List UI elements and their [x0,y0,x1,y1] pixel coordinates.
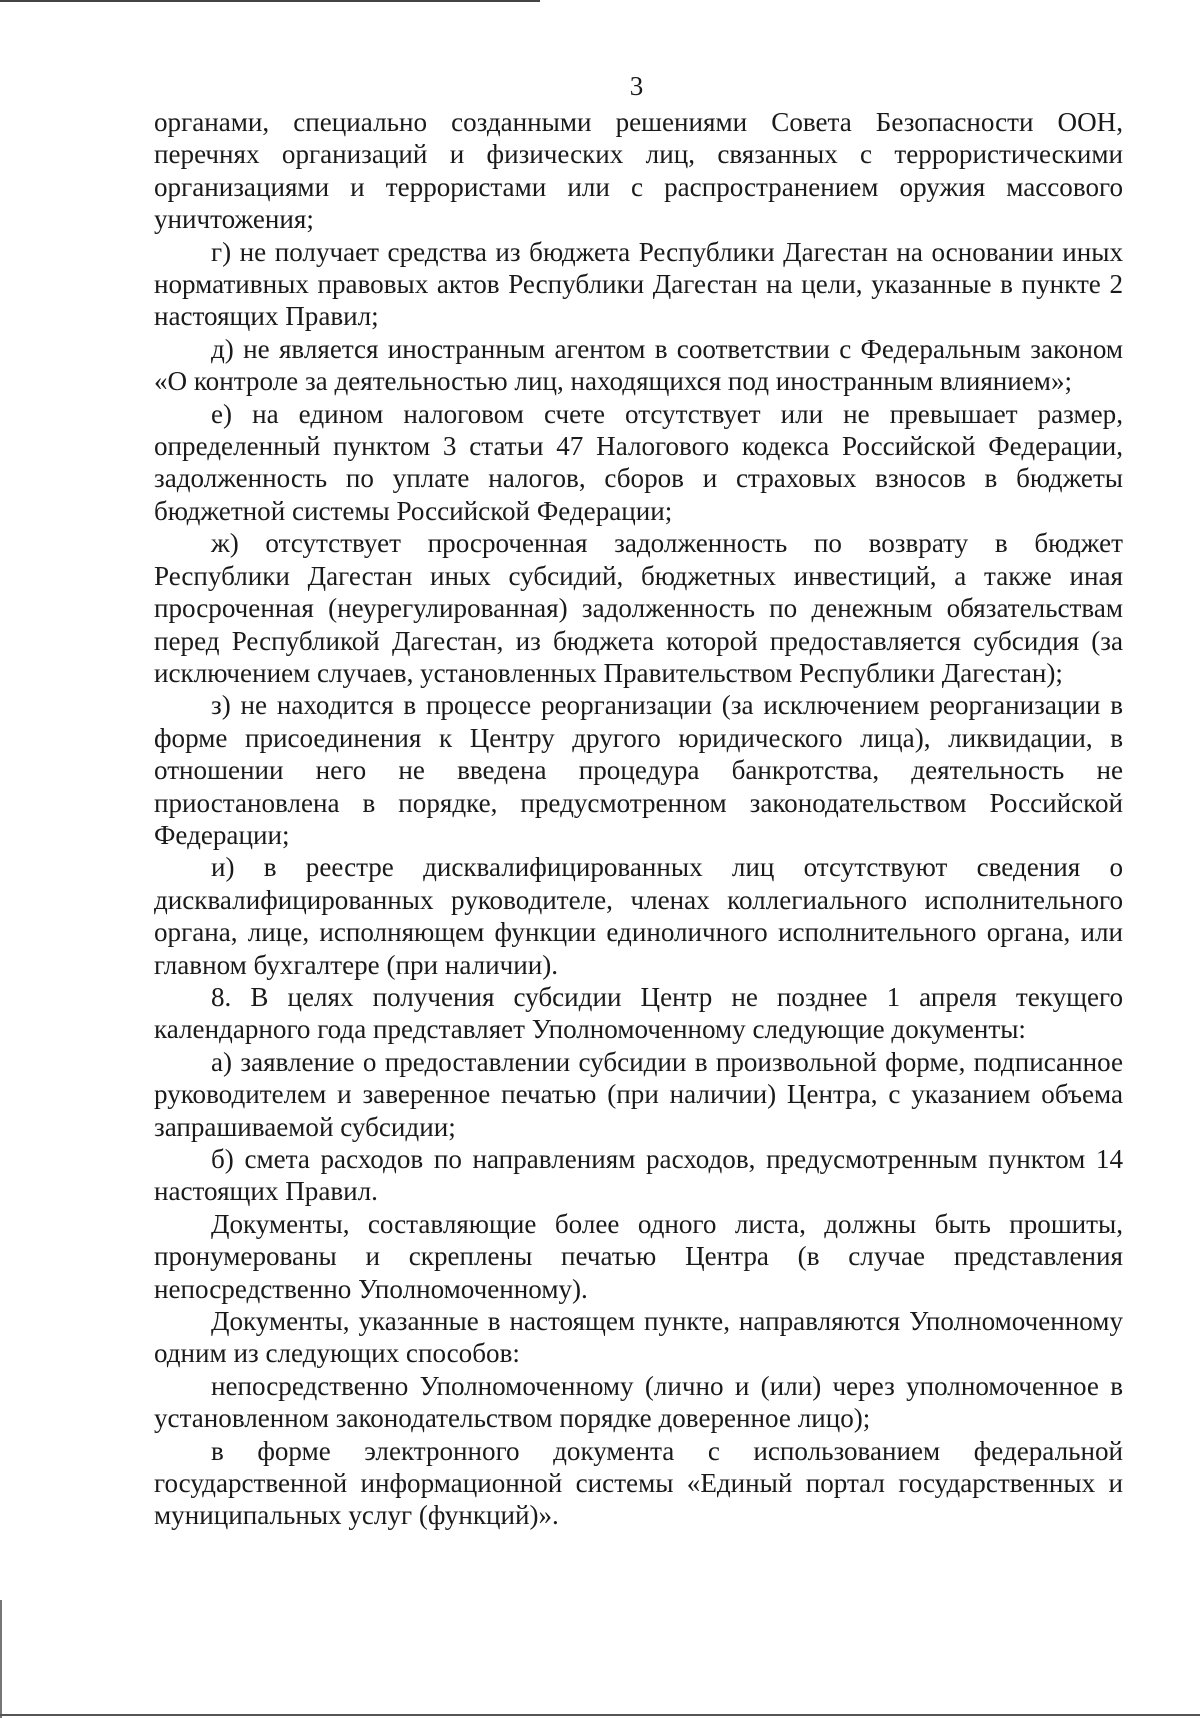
page-number: 3 [629,71,644,101]
paragraph-documents-delivery: Документы, указанные в настоящем пункте, направляются Уполномоченному одним из следующих способов: [154,1306,1123,1369]
paragraph-list-continuation: органами, специально созданными решениями Совета Безопасности ООН, перечнях организаций и физических лиц, связанных с террористическими организациями и террористами или с распространением оружия массового уничтожения; [154,107,1123,235]
paragraph-item-i: и) в реестре дисквалифицированных лиц отсутствуют сведения о дисквалифицированных руководителе, членах коллегиального исполнительного органа, лице, исполняющем функции единоличного исполнительного органа, или главном бухгалтере (при наличии). [154,852,1123,980]
scan-edge-bottom [0,1714,1200,1716]
paragraph-section-8: 8. В целях получения субсидии Центр не позднее 1 апреля текущего календарного года представляет Уполномоченному следующие документы: [154,981,1123,1045]
paragraph-item-zh: ж) отсутствует просроченная задолженность по возврату в бюджет Республики Дагестан иных субсидий, бюджетных инвестиций, а также иная просроченная (неурегулированная) задолженность по денежным обязательствам перед Республикой Дагестан, из бюджета которой предоставляется субсидия (за исключением случаев, установленных Правительством Республики Дагестан); [154,528,1123,688]
paragraph-item-a: а) заявление о предоставлении субсидии в произвольной форме, подписанное руководителем и заверенное печатью (при наличии) Центра, с указанием объема запрашиваемой субсидии; [154,1046,1123,1142]
paragraph-item-g: г) не получает средства из бюджета Республики Дагестан на основании иных нормативных правовых актов Республики Дагестан на цели, указанные в пункте 2 настоящих Правил; [154,236,1123,332]
paragraph-item-b: б) смета расходов по направлениям расходов, предусмотренным пунктом 14 настоящих Правил. [154,1144,1123,1207]
paragraph-item-e: е) на едином налоговом счете отсутствует или не превышает размер, определенный пунктом 3 статьи 47 Налогового кодекса Российской Федерации, задолженность по уплате налогов, сборов и страховых взносов в бюджеты бюджетной системы Российской Федерации; [154,398,1123,526]
document-body [154,106,1123,1532]
scan-edge-top [0,0,540,2]
scan-edge-left [0,1600,2,1718]
paragraph-documents-binding: Документы, составляющие более одного листа, должны быть прошиты, пронумерованы и скреплены печатью Центра (в случае представления непосредственно Уполномоченному). [154,1208,1123,1304]
paragraph-item-z: з) не находится в процессе реорганизации (за исключением реорганизации в форме присоединения к Центру другого юридического лица), ликвидации, в отношении него не введена процедура банкротства, деятельность не приостановлена в порядке, предусмотренном законодательством Российской Федерации; [154,690,1123,850]
paragraph-delivery-direct: непосредственно Уполномоченному (лично и (или) через уполномоченное в установленном законодательством порядке доверенное лицо); [154,1370,1123,1434]
paragraph-delivery-electronic: в форме электронного документа с использованием федеральной государственной информационной системы «Единый портал государственных и муниципальных услуг (функций)». [154,1435,1123,1531]
paragraph-item-d: д) не является иностранным агентом в соответствии с Федеральным законом «О контроле за деятельностью лиц, находящихся под иностранным влиянием»; [154,333,1123,397]
